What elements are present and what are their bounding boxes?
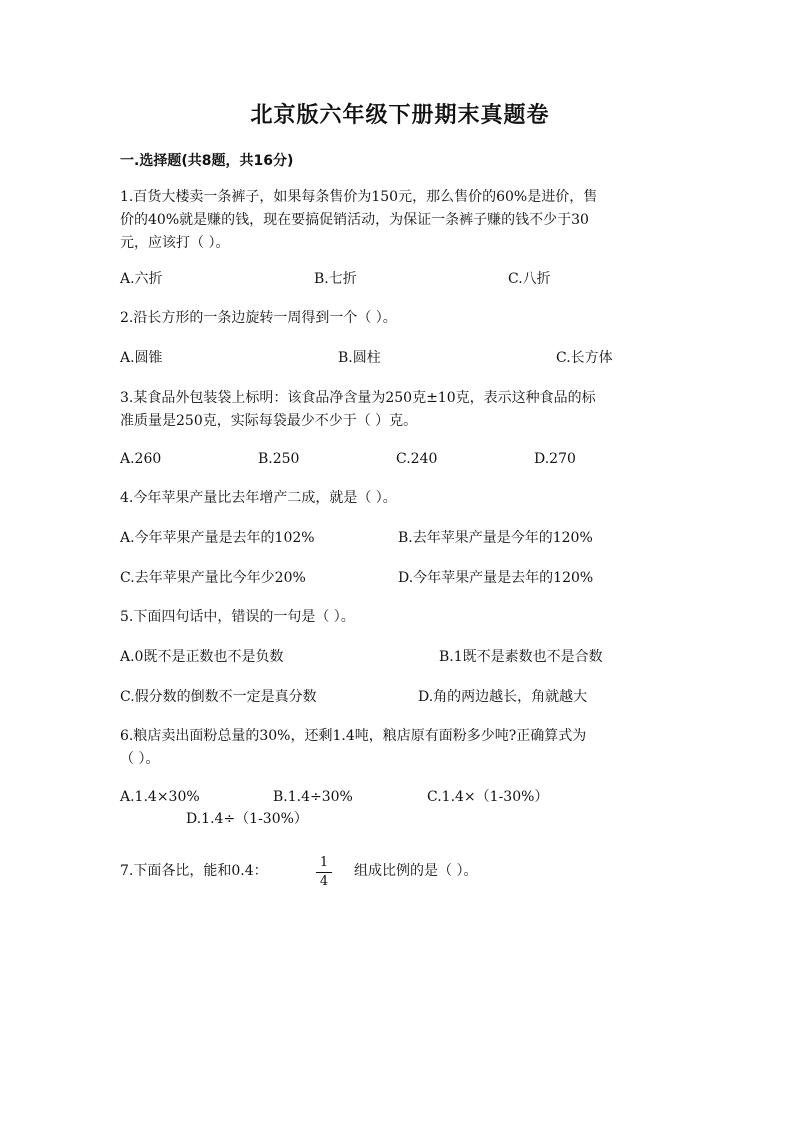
question-5-option-c[interactable]: C.假分数的倒数不一定是真分数 — [120, 689, 317, 705]
question-6-option-d[interactable]: D.1.4÷（1-30%） — [186, 811, 308, 827]
question-5-option-d[interactable]: D.角的两边越长，角就越大 — [418, 689, 588, 705]
question-4-option-d[interactable]: D.今年苹果产量是去年的120% — [398, 570, 594, 586]
question-5-line-1: 5.下面四句话中，错误的一句是（ ）。 — [120, 609, 355, 625]
fraction-denominator: 4 — [319, 874, 329, 889]
question-6-option-c[interactable]: C.1.4×（1-30%） — [427, 789, 549, 805]
question-2-option-c[interactable]: C.长方体 — [556, 350, 613, 366]
page-title: 北京版六年级下册期末真题卷 — [250, 103, 550, 128]
question-6-line-1: 6.粮店卖出面粉总量的30%，还剩1.4吨，粮店原有面粉多少吨?正确算式为 — [120, 728, 587, 744]
question-6-line-2: （ ）。 — [120, 751, 160, 767]
question-1-option-b[interactable]: B.七折 — [314, 271, 357, 287]
question-3-option-b[interactable]: B.250 — [258, 451, 300, 467]
question-4-option-b[interactable]: B.去年苹果产量是今年的120% — [398, 530, 593, 546]
question-4-line-1: 4.今年苹果产量比去年增产二成，就是（ ）。 — [120, 490, 397, 506]
question-6-option-a[interactable]: A.1.4×30% — [120, 789, 200, 805]
question-4-option-a[interactable]: A.今年苹果产量是去年的102% — [120, 530, 315, 546]
section-heading: 一.选择题(共8题，共16分) — [120, 153, 294, 169]
question-2-option-b[interactable]: B.圆柱 — [338, 350, 381, 366]
fraction-one-quarter — [316, 855, 332, 890]
question-1-line-3: 元，应该打（ ）。 — [120, 235, 230, 251]
question-3-option-a[interactable]: A.260 — [120, 451, 162, 467]
question-2-line-1: 2.沿长方形的一条边旋转一周得到一个（ ）。 — [120, 310, 397, 326]
question-3-option-c[interactable]: C.240 — [396, 451, 438, 467]
question-3-line-2: 准质量是250克，实际每袋最少不少于（ ）克。 — [120, 413, 418, 429]
question-1-line-2: 价的40%就是赚的钱，现在要搞促销活动，为保证一条裤子赚的钱不少于30 — [120, 212, 589, 228]
question-2-option-a[interactable]: A.圆锥 — [120, 350, 163, 366]
question-1-option-a[interactable]: A.六折 — [120, 271, 163, 287]
question-6-option-b[interactable]: B.1.4÷30% — [273, 789, 353, 805]
question-5-option-b[interactable]: B.1既不是素数也不是合数 — [439, 649, 603, 665]
question-4-option-c[interactable]: C.去年苹果产量比今年少20% — [120, 570, 306, 586]
question-5-option-a[interactable]: A.0既不是正数也不是负数 — [120, 649, 284, 665]
question-3-option-d[interactable]: D.270 — [534, 451, 576, 467]
question-7-suffix: 组成比例的是（ ）。 — [354, 863, 478, 879]
question-1-line-1: 1.百货大楼卖一条裤子，如果每条售价为150元，那么售价的60%是进价，售 — [120, 189, 598, 205]
question-3-line-1: 3.某食品外包装袋上标明：该食品净含量为250克±10克，表示这种食品的标 — [120, 390, 596, 406]
fraction-numerator: 1 — [319, 855, 329, 870]
question-1-option-c[interactable]: C.八折 — [508, 271, 551, 287]
question-7-prefix: 7.下面各比，能和0.4： — [120, 863, 268, 879]
fraction-bar — [316, 872, 332, 873]
